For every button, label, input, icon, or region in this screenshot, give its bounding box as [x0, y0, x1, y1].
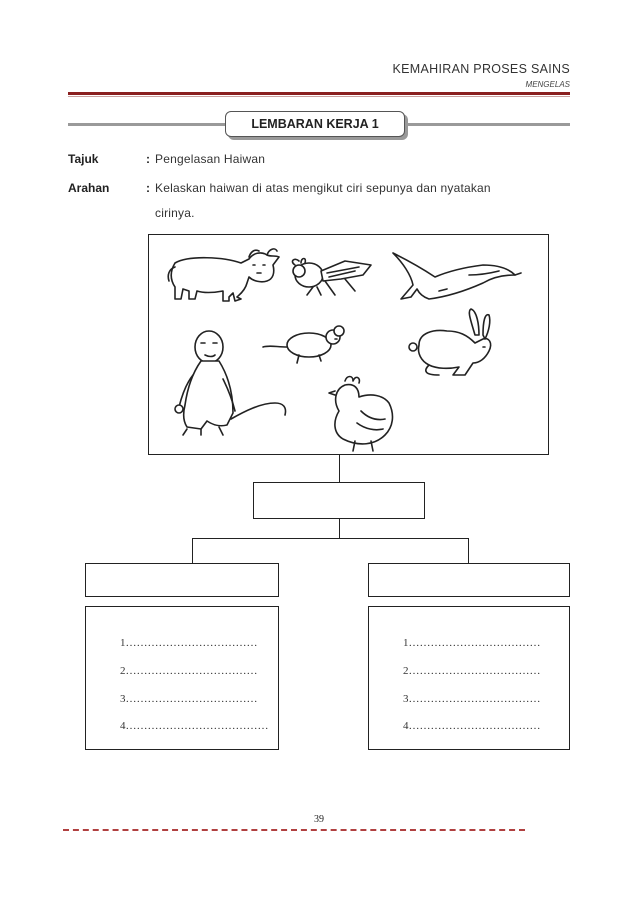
connector-top	[339, 455, 340, 482]
left-list-item-2[interactable]: 2………………………………	[120, 665, 258, 677]
header-title: KEMAHIRAN PROSES SAINS	[392, 62, 570, 76]
mouse-icon	[263, 326, 344, 363]
arahan-label: Arahan	[68, 181, 110, 195]
category-right-box[interactable]	[368, 563, 570, 597]
arahan-line-1: Kelaskan haiwan di atas mengikut ciri sepunya dan nyatakan	[155, 181, 491, 195]
left-list-item-3[interactable]: 3………………………………	[120, 693, 258, 705]
page-number: 39	[314, 814, 324, 825]
header-rule	[68, 92, 570, 95]
tajuk-colon: :	[146, 152, 150, 166]
right-list-item-4[interactable]: 4………………………………	[403, 720, 541, 732]
connector-left	[192, 538, 193, 563]
category-main-box[interactable]	[253, 482, 425, 519]
right-list-item-2[interactable]: 2………………………………	[403, 665, 541, 677]
list-left-box	[85, 606, 279, 750]
cow-icon	[168, 249, 279, 301]
connector-horizontal	[192, 538, 468, 539]
tajuk-value: Pengelasan Haiwan	[155, 152, 266, 166]
worksheet-badge: LEMBARAN KERJA 1	[225, 111, 405, 137]
list-right-box	[368, 606, 570, 750]
connector-right	[468, 538, 469, 563]
rabbit-icon	[409, 309, 491, 375]
header-rule-thin	[68, 96, 570, 97]
connector-mid	[339, 519, 340, 538]
arahan-colon: :	[146, 181, 150, 195]
category-left-box[interactable]	[85, 563, 279, 597]
header-subtitle: MENGELAS	[525, 80, 570, 89]
grasshopper-icon	[292, 259, 371, 296]
right-list-item-1[interactable]: 1………………………………	[403, 637, 541, 649]
bird-icon	[393, 253, 521, 299]
animal-picture-box	[148, 234, 549, 455]
arahan-line-2: cirinya.	[155, 206, 195, 220]
left-list-item-4[interactable]: 4…………………………………	[120, 720, 269, 732]
right-list-item-3[interactable]: 3………………………………	[403, 693, 541, 705]
footer-dashed-rule	[63, 829, 525, 831]
hen-icon	[329, 377, 392, 452]
tajuk-label: Tajuk	[68, 152, 99, 166]
left-list-item-1[interactable]: 1………………………………	[120, 637, 258, 649]
